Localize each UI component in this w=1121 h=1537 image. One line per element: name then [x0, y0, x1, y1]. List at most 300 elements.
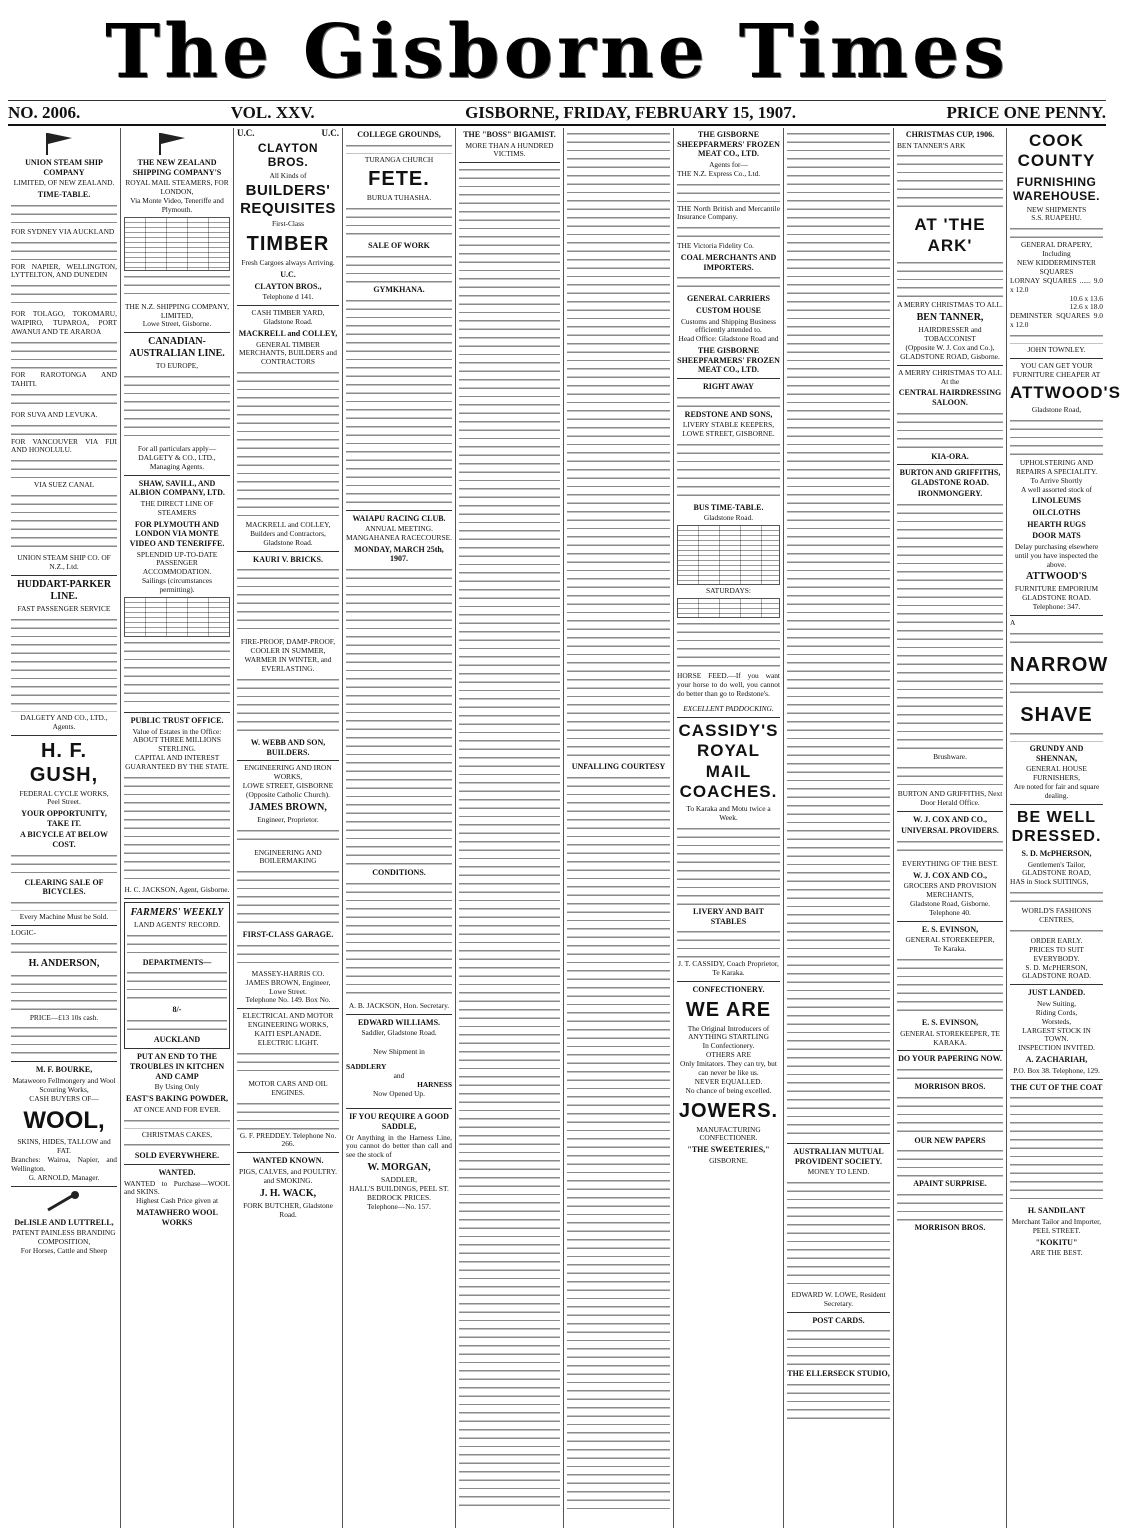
- williams: EDWARD WILLIAMS.: [357, 1017, 441, 1027]
- ark-ad: [897, 130, 1003, 362]
- shaw-title: SHAW, SAVILL, AND ALBION COMPANY, LTD.: [129, 478, 225, 498]
- size-2: 12.6 x 18.0: [1069, 302, 1103, 312]
- text-lines: [11, 972, 117, 1012]
- hon-sec: A. B. JACKSON, Hon. Secretary.: [348, 1000, 450, 1010]
- good-saddle: IF YOU REQUIRE A GOOD SADDLE,: [349, 1112, 449, 1131]
- text-lines: [11, 899, 117, 911]
- text-lines: [11, 422, 117, 436]
- james-brown: JAMES BROWN,: [249, 801, 327, 813]
- general2: GENERAL STOREKEEPER, TE KARAKA.: [900, 1028, 1000, 1047]
- bourke-title: M. F. BOURKE,: [35, 1065, 93, 1075]
- saddler2: SADDLER,: [381, 1175, 417, 1185]
- telephone-157: Telephone—No. 157.: [367, 1201, 431, 1211]
- new-papers: OUR NEW PAPERS: [914, 1135, 986, 1145]
- merry2: A MERRY CHRISTMAS TO ALL At the: [898, 367, 1002, 386]
- universal: UNIVERSAL PROVIDERS.: [901, 826, 999, 836]
- text-lines: [237, 827, 339, 847]
- sale-of-work: SALE OF WORK: [368, 241, 430, 251]
- peel: PEEL STREET.: [1032, 1225, 1081, 1235]
- cox: W. J. COX AND CO.,: [913, 814, 987, 824]
- column-1: [8, 128, 121, 1528]
- canadian-title: CANADIAN-AUSTRALIAN LINE.: [129, 336, 225, 360]
- branches: Branches: Wairoa, Napier, and Wellington.: [11, 1155, 117, 1174]
- newspaper-page: [8, 4, 1121, 1529]
- masthead-title: The Gisborne Times: [105, 9, 1009, 95]
- text-lines: [677, 394, 780, 408]
- text-lines: [11, 391, 117, 409]
- sailing-table: [124, 597, 230, 637]
- attwood: ATTWOOD'S: [1010, 382, 1121, 402]
- flag-icon: [42, 130, 86, 156]
- anderson-title: H. ANDERSON,: [28, 957, 100, 969]
- column-6: [564, 128, 674, 1528]
- gymkhana: GYMKHANA.: [373, 284, 425, 294]
- kauri-ad: [237, 555, 339, 757]
- tanner: BEN TANNER,: [916, 312, 984, 324]
- money: MONEY TO LEND.: [807, 1167, 870, 1177]
- text-lines: [11, 1024, 117, 1058]
- customs: CUSTOM HOUSE: [696, 305, 761, 315]
- text-lines: [127, 932, 227, 956]
- text-lines: [677, 620, 780, 670]
- cook-county: COOK COUNTY: [1017, 131, 1096, 171]
- bicycle: A BICYCLE AT BELOW COST.: [20, 830, 108, 850]
- central-ad: [897, 369, 1003, 462]
- text-lines: [677, 181, 780, 203]
- text-lines: [237, 1050, 339, 1078]
- gush-addr: Peel Street.: [47, 797, 81, 807]
- text-lines: [897, 501, 1003, 751]
- garage: FIRST-CLASS GARAGE.: [242, 930, 334, 940]
- nz-express: THE N.Z. Express Co., Ltd.: [677, 168, 761, 178]
- harness-line: Or Anything in the Harness Line, you cannot do better than call and see the stock of: [346, 1132, 452, 1160]
- text-lines: [677, 274, 780, 292]
- huddart-ad: [11, 579, 117, 732]
- text-lines: [127, 1017, 227, 1033]
- horses: For Horses, Cattle and Sheep: [20, 1246, 108, 1256]
- branding-iron-icon: [42, 1190, 86, 1216]
- wanted-known: WANTED KNOWN.: [252, 1156, 324, 1166]
- farmers-title: FARMERS' WEEKLY: [130, 906, 224, 918]
- public-trust-title: PUBLIC TRUST OFFICE.: [130, 715, 224, 725]
- once: AT ONCE AND FOR EVER.: [133, 1104, 221, 1114]
- webb: W. WEBB AND SON, BUILDERS.: [250, 737, 326, 757]
- inspection: INSPECTION INVITED.: [1018, 1043, 1095, 1053]
- fete-ad: [346, 130, 452, 507]
- sandilant-ad: [1010, 1083, 1103, 1258]
- livery: LIVERY STABLE KEEPERS, LOWE STREET, GISBORNE.: [682, 420, 775, 438]
- wanted-title: WANTED.: [158, 1168, 196, 1177]
- text-lines: [11, 239, 117, 261]
- departments: DEPARTMENTS—: [142, 957, 212, 967]
- article-text: [787, 130, 890, 1140]
- text-lines: [11, 339, 117, 369]
- burton2: BURTON AND GRIFFITHS, Next Door Herald Office.: [897, 788, 1003, 807]
- confectionery: CONFECTIONERY.: [692, 984, 765, 994]
- agents-for: Agents for—: [709, 159, 748, 169]
- mcpherson2: S. D. McPHERSON, GLADSTONE ROAD.: [1022, 962, 1091, 981]
- land-agents: LAND AGENTS' RECORD.: [133, 919, 221, 929]
- columns: [8, 128, 1121, 1528]
- direct-line: THE DIRECT LINE OF STEAMERS: [140, 499, 214, 517]
- text-lines: [897, 152, 1003, 212]
- place-date: GISBORNE, FRIDAY, FEBRUARY 15, 1907.: [465, 103, 797, 122]
- text-lines: [1010, 680, 1103, 700]
- nzsc-title: THE NEW ZEALAND SHIPPING COMPANY'S: [132, 158, 222, 177]
- shaw-savill-ad: [124, 479, 230, 709]
- route-suez: VIA SUEZ CANAL: [33, 480, 95, 490]
- public-trust-ad: [124, 716, 230, 895]
- flag-icon: [155, 130, 199, 156]
- kokitu: "KOKITU": [1035, 1237, 1078, 1247]
- oilcloth: OILCLOTHS: [1032, 508, 1081, 518]
- union-agents: UNION STEAM SHIP CO. OF N.Z., Ltd.: [17, 553, 111, 572]
- orig: The Original Introducers of: [687, 1023, 770, 1033]
- text-lines: [1010, 630, 1103, 650]
- carriers: GENERAL CARRIERS: [687, 294, 770, 304]
- kidder: NEW KIDDERMINSTER SQUARES: [1017, 258, 1096, 276]
- merchant: Merchant Tailor and Importer,: [1011, 1216, 1102, 1226]
- evinson-ad: [897, 925, 1003, 1048]
- column-9: [894, 128, 1007, 1528]
- plymouth: FOR PLYMOUTH AND LONDON VIA MONTE VIDEO AND TENERIFFE.: [129, 519, 225, 548]
- noted: Are noted for fair and square dealing.: [1013, 781, 1100, 800]
- james-brown2: JAMES BROWN, Engineer, Lowe Street.: [245, 977, 331, 996]
- first-class: First-Class: [271, 219, 305, 229]
- fireproof: FIRE-PROOF, DAMP-PROOF, COOLER IN SUMMER, WARMER IN WINTER, and EVERLASTING.: [240, 637, 336, 674]
- gladstone-road: Gladstone Road.: [703, 513, 754, 523]
- papering: DO YOUR PAPERING NOW.: [898, 1054, 1002, 1064]
- cassidy: CASSIDY'S ROYAL MAIL COACHES.: [678, 720, 779, 801]
- ellerseck: THE ELLERSECK STUDIO,: [787, 1369, 890, 1379]
- huddart-title: HUDDART-PARKER LINE.: [16, 578, 112, 602]
- cassidy2: J. T. CASSIDY, Coach Proprietor, Te Karaka.: [678, 959, 779, 978]
- route-suva: FOR SUVA AND LEVUKA.: [11, 409, 98, 419]
- text-lines: [124, 1141, 230, 1149]
- volume-number: VOL. XXV.: [230, 103, 315, 122]
- text-lines: [124, 373, 230, 443]
- text-lines: [897, 1066, 1003, 1080]
- harness: HARNESS: [417, 1079, 452, 1089]
- dateline: [8, 102, 1106, 126]
- bigamist-title: THE "BOSS" BIGAMIST.: [463, 130, 556, 139]
- deminster: DEMINSTER SQUARES 9.0 x 12.0: [1010, 311, 1103, 330]
- gladstone-rd: Gladstone Road,: [1031, 405, 1082, 415]
- proprietor: Engineer, Proprietor.: [257, 814, 319, 824]
- text-lines: [677, 224, 780, 240]
- lowe-street: Lowe Street, Gisborne.: [142, 319, 212, 329]
- royal-mail: ROYAL MAIL STEAMERS, FOR LONDON,: [125, 178, 229, 197]
- suitings: HAS in Stock SUITINGS,: [1010, 877, 1089, 887]
- dalgety-agents: DALGETY AND CO., LTD., Agents.: [20, 712, 108, 731]
- capital: CAPITAL AND INTEREST GUARANTEED BY THE STATE.: [125, 753, 229, 771]
- issue-number: NO. 2006.: [8, 103, 81, 122]
- dalgety-managing: DALGETY & CO., LTD., Managing Agents.: [138, 453, 216, 471]
- text-lines: [897, 410, 1003, 450]
- text-lines: [237, 369, 339, 519]
- clayton2: CLAYTON BROS.,: [254, 281, 322, 291]
- grundy: GRUNDY AND SHENNAN,: [1029, 743, 1084, 763]
- rugs: HEARTH RUGS: [1027, 519, 1086, 529]
- and: and: [393, 1070, 405, 1080]
- racing-ad: [346, 514, 452, 1011]
- article-text: [567, 774, 670, 1514]
- kauri-title: KAURI V. BRICKS.: [253, 554, 323, 564]
- union-title: UNION STEAM SHIP COMPANY: [25, 158, 103, 177]
- everything: EVERYTHING OF THE BEST.: [902, 858, 998, 868]
- bus: BUS TIME-TABLE.: [693, 502, 764, 512]
- new-suiting: New Suiting,: [1036, 998, 1076, 1008]
- text-lines: [124, 774, 230, 884]
- nz-shipping: THE N.Z. SHIPPING COMPANY, LIMITED,: [125, 301, 229, 320]
- others: OTHERS ARE: [706, 1050, 751, 1060]
- text-lines: [1010, 1094, 1103, 1204]
- value: Value of Estates in the Office: ABOUT THREE MILLIONS STERLING.: [132, 726, 222, 754]
- huddart-sub: FAST PASSENGER SERVICE: [17, 603, 111, 613]
- surprise: APAINT SURPRISE.: [913, 1179, 987, 1189]
- clearing: CLEARING SALE OF BICYCLES.: [24, 877, 104, 897]
- delisle-ad: [11, 1190, 117, 1256]
- james-brown-ad: [237, 764, 339, 1005]
- never: NEVER EQUALLED.: [694, 1076, 763, 1086]
- saturdays: SATURDAYS:: [706, 586, 751, 596]
- are-the-best: ARE THE BEST.: [1030, 1248, 1083, 1258]
- fete: FETE.: [368, 168, 430, 191]
- delisle-sub: PATENT PAINLESS BRANDING COMPOSITION,: [12, 1228, 116, 1247]
- union-steamship-ad: [11, 130, 117, 572]
- all-kinds: All Kinds of: [269, 170, 307, 180]
- subscription: 8/-: [172, 1005, 182, 1015]
- telephone40: Telephone 40.: [929, 907, 971, 917]
- route-rarotonga: FOR RAROTONGA AND TAHITI.: [11, 369, 117, 388]
- arnold: G. ARNOLD, Manager.: [28, 1172, 100, 1182]
- cut-of-coat: THE CUT OF THE COAT: [1010, 1082, 1103, 1092]
- attwood-ad: [1010, 360, 1121, 612]
- shave: SHAVE: [1020, 703, 1093, 726]
- nz-shipping-ad: [124, 130, 230, 329]
- wanted-ad: [124, 1168, 230, 1227]
- text-lines: [1010, 225, 1103, 239]
- route-sydney: FOR SYDNEY VIA AUCKLAND: [11, 226, 115, 236]
- article-text: [459, 166, 560, 1506]
- subhead: UNFALLING COURTESY: [571, 762, 666, 771]
- cox-ad: [897, 815, 1003, 918]
- including: Including: [1042, 249, 1071, 259]
- column-2: [121, 128, 234, 1528]
- burton: BURTON AND GRIFFITHS, GLADSTONE ROAD.: [899, 468, 1001, 487]
- paddocking: EXCELLENT PADDOCKING.: [683, 703, 774, 713]
- morgan-ad: [346, 1112, 452, 1211]
- saddler: Saddler, Gladstone Road.: [361, 1028, 437, 1038]
- electrical: ELECTRICAL AND MOTOR ENGINEERING WORKS,: [242, 1011, 334, 1030]
- wanted-text: WANTED to Purchase—WOOL and SKINS.: [124, 1178, 230, 1197]
- waiapu: WAIAPU RACING CLUB.: [352, 513, 446, 523]
- amp-title: AUSTRALIAN MUTUAL PROVIDENT SOCIETY.: [793, 1147, 884, 1166]
- be-well: BE WELL DRESSED.: [1011, 808, 1102, 845]
- at-the-ark: AT 'THE ARK': [914, 215, 986, 255]
- bigamist-sub: MORE THAN A HUNDRED VICTIMS.: [465, 140, 554, 159]
- anderson-ad: [11, 929, 117, 1059]
- morrison: MORRISON BROS.: [914, 1082, 986, 1091]
- sailing-table: [124, 217, 230, 271]
- highest: Highest Cash Price given at: [135, 1196, 219, 1206]
- text-lines: [897, 1147, 1003, 1177]
- evinson2: E. S. EVINSON,: [921, 1018, 979, 1028]
- fresh: Fresh Cargoes always Arriving.: [241, 258, 335, 268]
- gladstone-road2: GLADSTONE ROAD,: [1022, 868, 1091, 878]
- racecourse: MANGAHANEA RACECOURSE.: [346, 533, 452, 542]
- hair: HAIRDRESSER and TOBACCONIST: [918, 325, 982, 343]
- morrison-ad: [897, 1054, 1003, 1232]
- mats: DOOR MATS: [1032, 531, 1081, 541]
- text-lines: [346, 142, 452, 154]
- no-chance: No chance of being excelled.: [685, 1085, 772, 1095]
- text-lines: [11, 202, 117, 226]
- machine: Every Machine Must be Sold.: [19, 911, 109, 921]
- union-sub: LIMITED, OF NEW ZEALAND.: [13, 178, 115, 188]
- text-lines: [1010, 730, 1103, 742]
- general: GENERAL TIMBER MERCHANTS, BUILDERS and CONTRACTORS: [239, 339, 337, 367]
- using: By Using Only: [154, 1082, 200, 1092]
- redstone-ad: [677, 382, 780, 714]
- massey: MASSEY-HARRIS CO.: [251, 968, 325, 978]
- ruapehu: S.S. RUAPEHU.: [1031, 213, 1082, 223]
- opened: Now Opened Up.: [373, 1088, 425, 1098]
- tanner-ark: BEN TANNER'S ARK: [897, 140, 966, 150]
- farmers-weekly-ad: [124, 902, 230, 1050]
- uc-right: U.C.: [321, 128, 339, 138]
- particulars: For all particulars apply—: [137, 444, 217, 454]
- lowe: EDWARD W. LOWE, Resident Secretary.: [791, 1290, 886, 1308]
- timetable-heading: TIME-TABLE.: [37, 190, 91, 200]
- fork: FORK BUTCHER, Gladstone Road.: [243, 1200, 333, 1219]
- bourke-sub: Mataweoro Fellmongery and Wool Scouring Works,: [12, 1076, 116, 1094]
- worlds: WORLD'S FASHIONS CENTRES,: [1021, 906, 1092, 925]
- ironmongery: IRONMONGERY.: [917, 489, 983, 499]
- column-5: [456, 128, 564, 1528]
- morrison2: MORRISON BROS.: [914, 1222, 986, 1232]
- engineering: ENGINEERING AND IRON WORKS,: [244, 763, 332, 782]
- gush-title: H. F. GUSH,: [29, 739, 99, 786]
- mackrell-title: MACKRELL and COLLEY,: [238, 329, 338, 339]
- text-lines: [237, 942, 339, 968]
- text-lines: [1010, 927, 1103, 935]
- victoria: THE Victoria Fidelity Co.: [677, 241, 755, 251]
- electrical-ad: [237, 1012, 339, 1149]
- splendid: SPLENDID UP-TO-DATE PASSENGER ACCOMMODATION.: [136, 549, 218, 577]
- largest: LARGEST STOCK IN TOWN.: [1022, 1025, 1091, 1044]
- delisle-title: DeLISLE AND LUTTRELL,: [14, 1217, 114, 1227]
- williams-ad: [346, 1018, 452, 1099]
- karaka: Te Karaka.: [933, 944, 967, 954]
- gladstone: Gladstone Road, Gisborne.: [909, 898, 991, 908]
- narrow: NARROW: [1010, 653, 1109, 676]
- college: COLLEGE GROUNDS,: [357, 130, 441, 139]
- text-lines: [897, 838, 1003, 858]
- jowers-ad: [677, 985, 780, 1166]
- arrive: To Arrive Shortly: [1030, 475, 1083, 485]
- telephone347: Telephone: 347.: [1032, 602, 1081, 612]
- saddlery: SADDLERY: [346, 1061, 387, 1071]
- timber-title: TIMBER: [246, 233, 330, 256]
- wack: J. H. WACK,: [259, 1187, 317, 1199]
- lornay: LORNAY SQUARES ...... 9.0 x 12.0: [1010, 275, 1103, 294]
- jackson: H. C. JACKSON, Agent, Gisborne.: [124, 884, 230, 894]
- furnishing: FURNISHING WAREHOUSE.: [1012, 174, 1100, 204]
- text-lines: [11, 457, 117, 479]
- mackrell2: MACKRELL and COLLEY, Builders and Contractors, Gladstone Road.: [245, 520, 331, 547]
- shp-title: THE GISBORNE SHEEPFARMERS' FROZEN MEAT CO., LTD.: [677, 130, 780, 159]
- furniture-cheaper: YOU CAN GET YOUR FURNITURE CHEAPER AT: [1012, 360, 1101, 379]
- text-lines: [1010, 332, 1103, 344]
- logic: LOGIC-: [11, 927, 37, 937]
- column-4: [343, 128, 456, 1528]
- sailings: Sailings (circumstances permitting).: [142, 576, 212, 595]
- cash-timber: CASH TIMBER YARD, Gladstone Road.: [251, 308, 325, 327]
- mackrell-ad: [237, 309, 339, 548]
- opposite: (Opposite Catholic Church).: [246, 789, 330, 799]
- clayton-ad: [237, 128, 339, 302]
- livery2: LIVERY AND BAIT STABLES: [693, 907, 764, 926]
- text-lines: [787, 1179, 890, 1289]
- builders-title: BUILDERS' REQUISITES: [240, 182, 336, 218]
- zachariah: A. ZACHARIAH,: [1025, 1055, 1088, 1065]
- prices: PRICES TO SUIT EVERYBODY.: [1029, 944, 1084, 963]
- horse-feed: HORSE FEED.—If you want your horse to do well, you cannot do better than go to Redstone's.: [677, 671, 780, 698]
- new-shipment: New Shipment in: [373, 1047, 425, 1056]
- emporium: FURNITURE EMPORIUM GLADSTONE ROAD.: [1014, 584, 1099, 603]
- text-lines: [897, 1191, 1003, 1221]
- worsteds: Worsteds,: [1041, 1016, 1072, 1026]
- manufacturing: MANUFACTURING CONFECTIONER.: [696, 1124, 761, 1143]
- cambridge: (Opposite W. J. Cox and Co.), GLADSTONE ROAD, Gisborne.: [900, 342, 1000, 361]
- text-lines: [124, 639, 230, 709]
- column-7: [674, 128, 784, 1528]
- text-lines: [1010, 417, 1103, 457]
- wool-heading: WOOL,: [23, 1106, 105, 1134]
- opportunity: YOUR OPPORTUNITY, TAKE IT.: [21, 809, 107, 828]
- text-lines: [11, 940, 117, 956]
- matawhero: MATAWHERO WOOL WORKS: [136, 1208, 218, 1227]
- size-1: 10.6 x 13.6: [1069, 293, 1103, 303]
- telephone2: Telephone No. 149. Box No.: [245, 995, 331, 1005]
- lino: LINOLEUMS: [1032, 496, 1081, 506]
- attwood2: ATTWOOD'S: [1026, 571, 1087, 583]
- shp2: THE GISBORNE SHEEPFARMERS' FROZEN MEAT CO., LTD.: [677, 346, 780, 375]
- mcpherson: S. D. McPHERSON,: [1021, 849, 1092, 859]
- text-lines: [11, 616, 117, 712]
- in-conf: In Confectionery.: [702, 1041, 755, 1051]
- text-lines: [127, 969, 227, 1003]
- sold-everywhere: SOLD EVERYWHERE.: [134, 1151, 220, 1161]
- jowers: JOWERS.: [678, 1099, 779, 1122]
- clayton-title: CLAYTON BROS.: [257, 140, 319, 170]
- townley-ad: [1010, 131, 1103, 355]
- merry: A MERRY CHRISTMAS TO ALL.: [897, 300, 1003, 310]
- burton-ad: [897, 468, 1003, 807]
- skins: SKINS, HIDES, TALLOW and FAT.: [17, 1137, 111, 1156]
- text-lines: [237, 868, 339, 928]
- preddey: G. F. PREDDEY. Telephone No. 266.: [239, 1130, 337, 1149]
- upholstering: UPHOLSTERING AND REPAIRS A SPECIALITY.: [1015, 457, 1098, 476]
- mcpherson-ad: [1010, 808, 1103, 982]
- text-lines: [677, 441, 780, 501]
- grocers: GROCERS AND PROVISION MERCHANTS,: [903, 881, 997, 900]
- xmas-cup: CHRISTMAS CUP, 1906.: [905, 130, 995, 139]
- bourke-ad: [11, 1065, 117, 1182]
- gisborne: GISBORNE.: [709, 1155, 748, 1165]
- bus-table: [677, 598, 780, 618]
